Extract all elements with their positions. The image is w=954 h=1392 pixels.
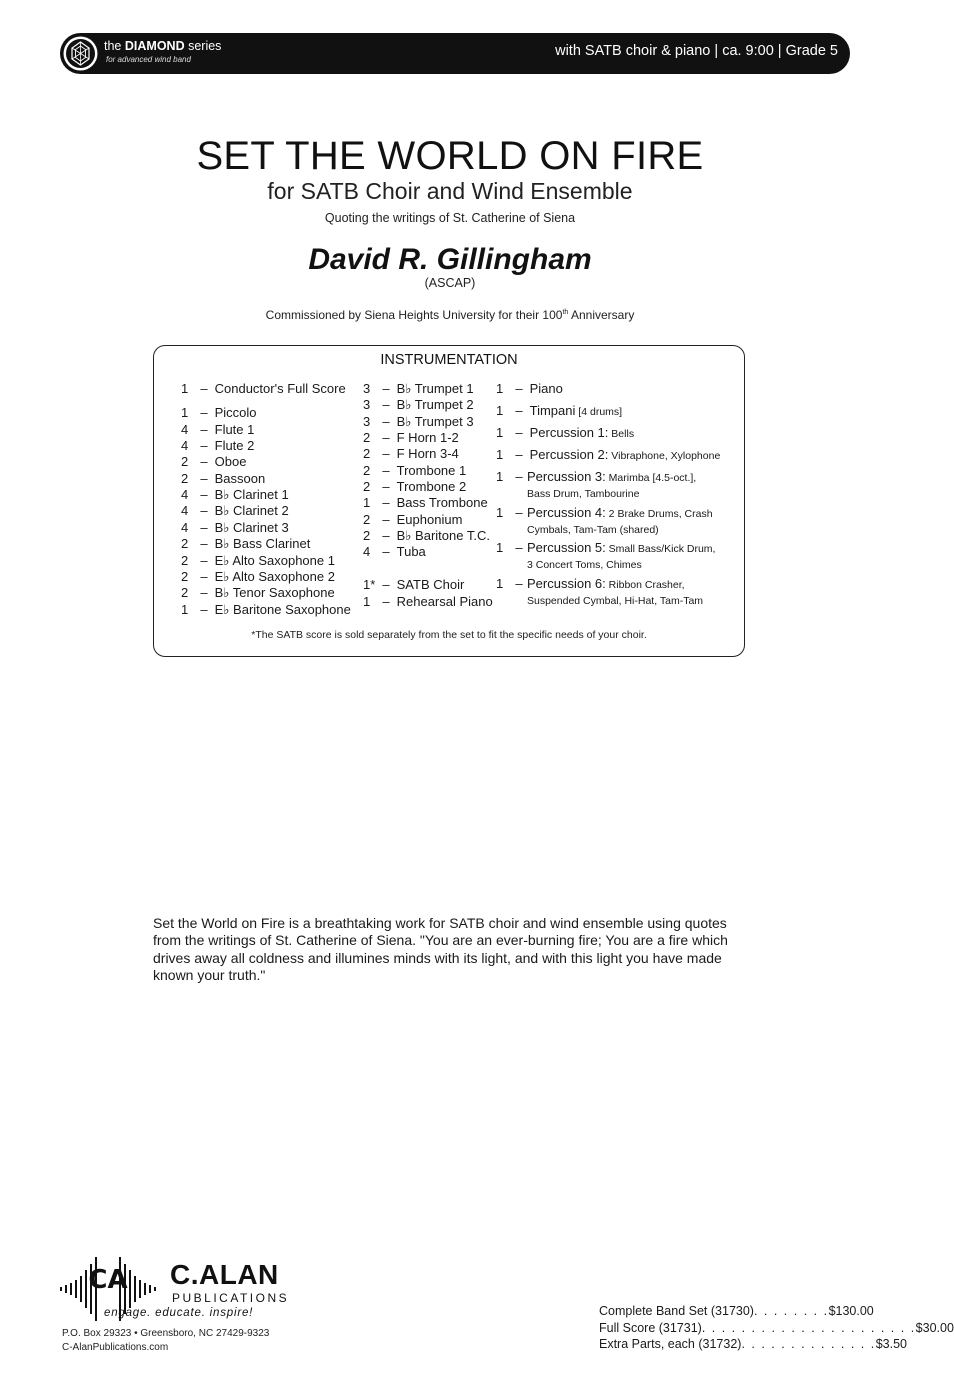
composer-affiliation: (ASCAP) [424, 276, 476, 290]
publisher-address: P.O. Box 29323 • Greensboro, NC 27429-9323 [62, 1328, 270, 1339]
list-item: 1 – Rehearsal Piano [363, 594, 493, 609]
list-item: 2 – Euphonium [363, 512, 463, 527]
composer-name: David R. Gillingham [308, 243, 592, 276]
list-item: 2 – Bassoon [181, 471, 266, 486]
publisher-website[interactable]: C-AlanPublications.com [62, 1342, 169, 1353]
work-description [153, 915, 753, 984]
list-item: 1 – Piano [496, 381, 563, 396]
list-item: 1 – Percussion 2: Vibraphone, Xylophone [496, 447, 721, 462]
list-item: 1 – E♭ Baritone Saxophone [181, 602, 351, 617]
list-item: 2 – B♭ Baritone T.C. [363, 528, 490, 543]
list-item: 4 – B♭ Clarinet 2 [181, 503, 289, 518]
list-item: 4 – Flute 2 [181, 438, 255, 453]
list-item: 4 – Flute 1 [181, 422, 255, 437]
page-title: SET THE WORLD ON FIRE [196, 134, 704, 178]
price-full-score: Full Score (31731) . . . . . . . . . . . . . . . . . . . . . . $30.00 [599, 1321, 954, 1335]
list-item: 2 – F Horn 1-2 [363, 430, 459, 445]
list-item: 2 – B♭ Bass Clarinet [181, 536, 311, 551]
list-item: 1 – Piccolo [181, 405, 257, 420]
list-item: 2 – F Horn 3-4 [363, 446, 459, 461]
list-item: 2 – Trombone 2 [363, 479, 467, 494]
commission-note: Commissioned by Siena Heights University for their 100th Anniversary [265, 308, 635, 322]
description-text: is a breathtaking work for SATB choir and wind ensemble using quotes from the writings of St. Catherine of Siena. "You are an ever-burning fire; You are a fire which drives away all coldness and illumines minds with its light, and with this light you have made known your truth." [153, 915, 728, 983]
list-item: 2 – Trombone 1 [363, 463, 467, 478]
publisher-name: C.ALAN [170, 1259, 279, 1290]
list-item: 1 – Percussion 1: Bells [496, 425, 635, 440]
list-item: 4 – Tuba [363, 544, 426, 559]
series-tagline: for advanced wind band [106, 55, 191, 64]
work-info: with SATB choir & piano | ca. 9:00 | Grade 5 [555, 43, 838, 59]
publisher-tagline: engage. educate. inspire! [104, 1307, 254, 1319]
series-name: the DIAMOND series [104, 39, 222, 53]
list-item: 2 – B♭ Tenor Saxophone [181, 585, 335, 600]
list-item: 1 – Timpani [4 drums] [496, 403, 623, 418]
satb-score-note: *The SATB score is sold separately from the set to fit the specific needs of your choir. [251, 629, 647, 641]
quote-line: Quoting the writings of St. Catherine of Siena [324, 211, 576, 225]
list-item: 1 – Bass Trombone [363, 495, 488, 510]
subtitle: for SATB Choir and Wind Ensemble [267, 178, 633, 204]
list-item: 4 – B♭ Clarinet 1 [181, 487, 289, 502]
list-item: 3 – B♭ Trumpet 1 [363, 381, 474, 396]
description-work-title: Set the World on Fire [153, 915, 286, 931]
publisher-contact [62, 1327, 269, 1355]
price-extra-parts: Extra Parts, each (31732) . . . . . . . . . . . . . . $3.50 [599, 1337, 907, 1351]
list-item: 3 – B♭ Trumpet 2 [363, 397, 474, 412]
publisher-sub: PUBLICATIONS [172, 1291, 290, 1305]
list-item: 1 – Conductor's Full Score [181, 381, 346, 396]
list-item: 4 – B♭ Clarinet 3 [181, 520, 289, 535]
logo-letters: CA [88, 1265, 128, 1295]
list-item: 2 – E♭ Alto Saxophone 2 [181, 569, 335, 584]
list-item: 1* – SATB Choir [363, 577, 465, 592]
diamond-series-logo-icon [62, 35, 99, 72]
list-item: 2 – Oboe [181, 454, 247, 469]
instrumentation-heading: INSTRUMENTATION [380, 352, 518, 368]
price-complete-set: Complete Band Set (31730) . . . . . . . . $130.00 [599, 1304, 874, 1318]
list-item: 3 – B♭ Trumpet 3 [363, 414, 474, 429]
list-item: 2 – E♭ Alto Saxophone 1 [181, 553, 335, 568]
